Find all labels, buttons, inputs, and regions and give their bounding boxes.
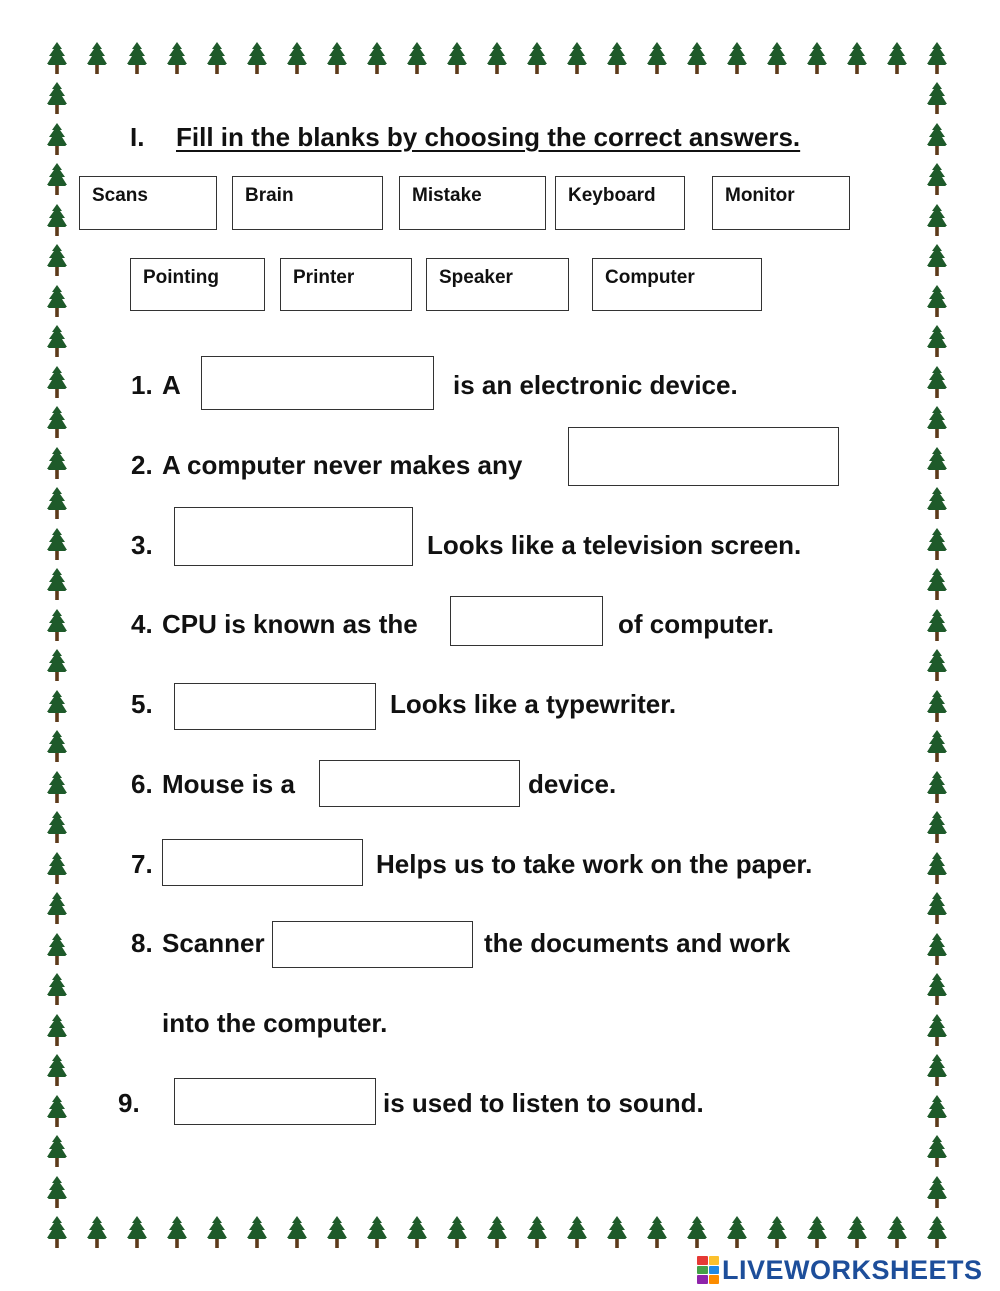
word-bank-item[interactable]: Monitor (712, 176, 850, 230)
answer-blank-6[interactable] (319, 760, 520, 807)
tree-icon (646, 42, 668, 76)
question-text-after: the documents and work (484, 928, 791, 958)
tree-icon (526, 42, 548, 76)
tree-icon (126, 42, 148, 76)
tree-icon (606, 42, 628, 76)
tree-icon (686, 1216, 708, 1250)
word-bank-item[interactable]: Keyboard (555, 176, 685, 230)
question-text-before: Scanner (162, 928, 265, 958)
question-text-after: Helps us to take work on the paper. (376, 849, 813, 879)
question-text-after: Looks like a typewriter. (390, 689, 677, 719)
logo-mark-square (697, 1275, 708, 1284)
tree-icon (926, 811, 948, 845)
question-number: 4. (131, 609, 153, 639)
tree-icon (46, 1054, 68, 1088)
tree-icon (846, 42, 868, 76)
tree-icon (286, 42, 308, 76)
question-text-before: A (162, 370, 181, 400)
answer-blank-7[interactable] (162, 839, 363, 886)
tree-icon (926, 204, 948, 238)
tree-icon (326, 42, 348, 76)
tree-icon (46, 690, 68, 724)
tree-icon (926, 528, 948, 562)
tree-icon (926, 1054, 948, 1088)
answer-blank-5[interactable] (174, 683, 376, 730)
question-text-after: is used to listen to sound. (383, 1088, 704, 1118)
tree-icon (486, 42, 508, 76)
question-text-continuation: into the computer. (162, 1008, 388, 1038)
tree-icon (846, 1216, 868, 1250)
answer-blank-1[interactable] (201, 356, 434, 410)
tree-icon (366, 1216, 388, 1250)
tree-icon (486, 1216, 508, 1250)
tree-icon (926, 933, 948, 967)
logo-mark-icon (697, 1256, 719, 1284)
tree-icon (86, 42, 108, 76)
tree-icon (46, 1135, 68, 1169)
tree-icon (766, 1216, 788, 1250)
logo-mark-square (697, 1266, 708, 1275)
tree-icon (246, 42, 268, 76)
tree-icon (926, 649, 948, 683)
tree-icon (46, 285, 68, 319)
tree-icon (46, 811, 68, 845)
question-number: 8. (131, 928, 153, 958)
logo-text: LIVEWORKSHEETS (722, 1254, 983, 1285)
answer-blank-4[interactable] (450, 596, 603, 646)
tree-icon (926, 1216, 948, 1250)
tree-icon (46, 933, 68, 967)
tree-icon (926, 568, 948, 602)
question-number: 2. (131, 450, 153, 480)
tree-icon (926, 1135, 948, 1169)
tree-icon (46, 42, 68, 76)
section-title: Fill in the blanks by choosing the correct answers. (176, 122, 801, 152)
question-number: 9. (118, 1088, 140, 1118)
word-bank-item[interactable]: Printer (280, 258, 412, 311)
question-text-after: Looks like a television screen. (427, 530, 802, 560)
tree-icon (886, 1216, 908, 1250)
tree-icon (926, 852, 948, 886)
tree-icon (406, 42, 428, 76)
tree-icon (206, 1216, 228, 1250)
tree-icon (926, 42, 948, 76)
tree-icon (46, 244, 68, 278)
tree-icon (46, 204, 68, 238)
tree-icon (646, 1216, 668, 1250)
tree-icon (926, 325, 948, 359)
answer-blank-8[interactable] (272, 921, 473, 968)
tree-icon (926, 892, 948, 926)
tree-icon (46, 163, 68, 197)
tree-icon (46, 1014, 68, 1048)
logo-mark-square (709, 1266, 720, 1275)
tree-icon (46, 123, 68, 157)
question-text-after: device. (528, 769, 617, 799)
tree-icon (46, 487, 68, 521)
tree-icon (46, 528, 68, 562)
tree-icon (46, 649, 68, 683)
tree-icon (46, 325, 68, 359)
question-text-after: of computer. (618, 609, 775, 639)
tree-icon (926, 1095, 948, 1129)
tree-icon (246, 1216, 268, 1250)
question-number: 7. (131, 849, 153, 879)
word-bank-item[interactable]: Scans (79, 176, 217, 230)
tree-icon (886, 42, 908, 76)
word-bank-item[interactable]: Speaker (426, 258, 569, 311)
tree-icon (686, 42, 708, 76)
question-text-before: CPU is known as the (162, 609, 418, 639)
tree-icon (806, 1216, 828, 1250)
tree-icon (46, 771, 68, 805)
answer-blank-9[interactable] (174, 1078, 376, 1125)
tree-icon (46, 973, 68, 1007)
tree-icon (206, 42, 228, 76)
tree-icon (46, 568, 68, 602)
tree-icon (166, 42, 188, 76)
word-bank-item[interactable]: Brain (232, 176, 383, 230)
tree-icon (606, 1216, 628, 1250)
question-text-after: is an electronic device. (453, 370, 738, 400)
tree-icon (926, 730, 948, 764)
tree-icon (926, 609, 948, 643)
tree-icon (926, 690, 948, 724)
tree-icon (926, 123, 948, 157)
tree-icon (46, 730, 68, 764)
tree-icon (806, 42, 828, 76)
word-bank-item[interactable]: Pointing (130, 258, 265, 311)
tree-icon (446, 42, 468, 76)
tree-icon (46, 852, 68, 886)
answer-blank-3[interactable] (174, 507, 413, 566)
tree-icon (46, 447, 68, 481)
tree-icon (926, 366, 948, 400)
tree-icon (446, 1216, 468, 1250)
tree-icon (926, 406, 948, 440)
tree-icon (926, 447, 948, 481)
section-number: I. (130, 122, 145, 152)
tree-icon (926, 771, 948, 805)
question-number: 6. (131, 769, 153, 799)
logo-mark-square (709, 1256, 720, 1265)
tree-icon (46, 406, 68, 440)
tree-icon (46, 82, 68, 116)
tree-icon (726, 1216, 748, 1250)
question-number: 3. (131, 530, 153, 560)
logo-mark-square (709, 1275, 720, 1284)
tree-icon (46, 1176, 68, 1210)
tree-icon (166, 1216, 188, 1250)
answer-blank-2[interactable] (568, 427, 839, 486)
tree-icon (366, 42, 388, 76)
logo-mark-square (697, 1256, 708, 1265)
tree-icon (526, 1216, 548, 1250)
tree-icon (286, 1216, 308, 1250)
tree-icon (46, 609, 68, 643)
question-text-before: Mouse is a (162, 769, 295, 799)
tree-icon (46, 366, 68, 400)
tree-icon (406, 1216, 428, 1250)
tree-icon (726, 42, 748, 76)
tree-icon (46, 1095, 68, 1129)
question-number: 5. (131, 689, 153, 719)
tree-icon (46, 1216, 68, 1250)
tree-icon (566, 42, 588, 76)
tree-icon (326, 1216, 348, 1250)
tree-icon (566, 1216, 588, 1250)
word-bank-item[interactable]: Computer (592, 258, 762, 311)
word-bank-item[interactable]: Mistake (399, 176, 546, 230)
tree-icon (46, 892, 68, 926)
tree-icon (926, 285, 948, 319)
tree-icon (926, 1176, 948, 1210)
question-text-before: A computer never makes any (162, 450, 523, 480)
liveworksheets-logo (697, 1254, 983, 1286)
tree-icon (926, 487, 948, 521)
tree-icon (926, 82, 948, 116)
tree-icon (766, 42, 788, 76)
tree-icon (926, 973, 948, 1007)
tree-icon (126, 1216, 148, 1250)
section-heading (130, 122, 800, 153)
tree-icon (86, 1216, 108, 1250)
tree-icon (926, 244, 948, 278)
tree-icon (926, 1014, 948, 1048)
tree-icon (926, 163, 948, 197)
question-number: 1. (131, 370, 153, 400)
